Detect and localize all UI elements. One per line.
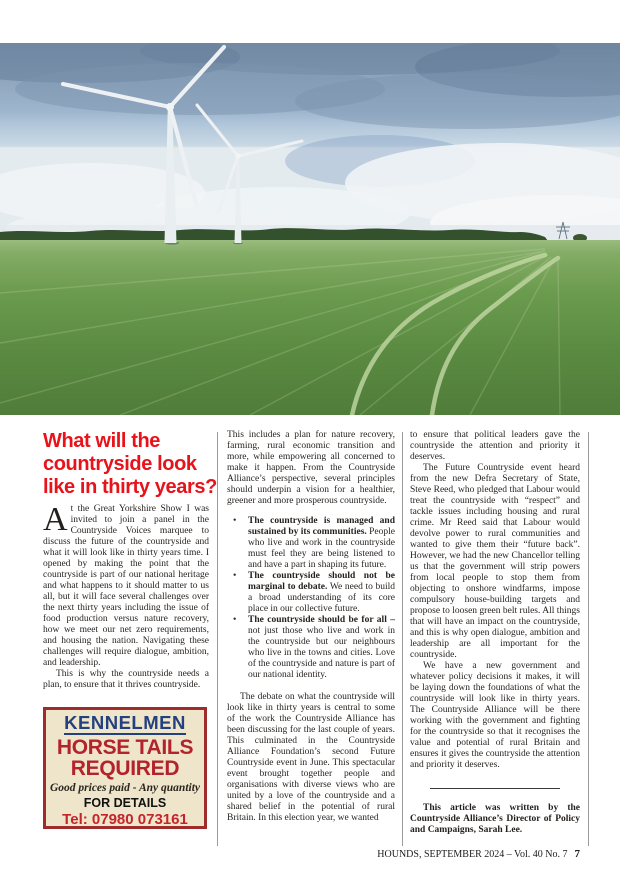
bullet-bold-text: The countryside should be for all –	[248, 615, 395, 625]
bullet-item	[227, 615, 395, 681]
column-divider	[217, 432, 218, 846]
bullet-item	[227, 516, 395, 571]
advert-company-name: KENNELMEN	[64, 712, 186, 733]
article-column-1	[43, 501, 209, 691]
bullet-rest-text: People who live and work in the countryside must feel they are being listened to and have a part in shaping its future.	[248, 527, 395, 570]
sky	[0, 43, 620, 251]
kennelmen-advert	[43, 707, 207, 829]
paragraph-text: t the Great Yorkshire Show I was invited to join a panel in the Countryside Voices marquee to discuss the future of the countryside and what it will look like in thirty years time. I opened by making the point that the countryside is part of our national heritage and what happens to it should matter to us all, but it will face several challenges over the next thirty years including the issue of food production versus nature recovery, how we meet our net zero requirements, and housing the nation. Navigating these challenges will require dialogue, ambition, and leadership.	[43, 504, 209, 668]
bullet-bold-text: The countryside should not be marginal to debate.	[248, 571, 395, 592]
paragraph: This includes a plan for nature recovery, farming, rural economic transition and more, while empowering all concerned to make it happen. From the Countryside Alliance’s perspective, several principles should underpin a vision for a healthier, greener and more prosperous countryside.	[227, 430, 395, 506]
headline-line: What will the	[43, 430, 161, 452]
advert-headline: HORSE TAILS	[56, 736, 194, 759]
column-divider	[402, 432, 403, 846]
paragraph: The Future Countryside event heard from the new Defra Secretary of State, Steve Reed, who pledged that Labour would treat the countryside with “respect” and tackle issues including housing and rural crime. Mr Reed said that Labour would devolve power to rural communities and wanted to give them their “future back”. However, we had the new Chancellor telling us that the government will strip powers from local people to stop them from objecting to onshore windfarms, impose compulsory house-building targets and propose to loosen green belt rules. All things that will have an impact on the countryside, and this is why open dialogue, ambition and leadership are all important for the countryside.	[410, 463, 580, 660]
paragraph: This is why the countryside needs a plan, to ensure that it thrives countryside.	[43, 669, 209, 690]
headline-line: like in thirty years?	[43, 476, 217, 498]
article-column-2	[227, 430, 395, 824]
paragraph: The debate on what the countryside will look like in thirty years is central to some of the work the Countryside Alliance has been discussing for the last couple of years. This culminated in the Countryside Alliance Foundation’s second Future Countryside event in June. This spectacular event brought together people and organisations with diverse views who are united by a love of the countryside and a shared belief in the potential of rural Britain. In this election year, we wanted	[227, 692, 395, 823]
bullet-item	[227, 571, 395, 615]
countryside-photo	[0, 43, 620, 415]
field	[0, 240, 620, 415]
paragraph: to ensure that political leaders gave the countryside the attention and priority it deserves.	[410, 430, 580, 462]
principles-bullet-list	[227, 516, 395, 681]
advert-details-label: FOR DETAILS	[83, 796, 167, 810]
advert-phone-number: Tel: 07980 073161	[62, 811, 188, 828]
bullet-bold-text: The countryside is managed and sustained by its communities.	[248, 516, 395, 537]
journal-issue-line: HOUNDS, SEPTEMBER 2024 – Vol. 40 No. 7	[377, 849, 568, 860]
advert-headline: REQUIRED	[70, 757, 180, 780]
column-divider	[588, 432, 589, 846]
byline-divider	[430, 788, 560, 789]
article-column-3	[410, 430, 580, 836]
drop-cap: A	[43, 501, 68, 538]
article-byline: This article was written by the Countryside Alliance’s Director of Policy and Campaigns, Sarah Lee.	[410, 803, 580, 835]
article-headline	[43, 430, 218, 499]
page-footer	[377, 848, 580, 861]
paragraph: We have a new government and whatever policy decisions it makes, it will be laying down the foundations of what the countryside will look like in thirty years. The Countryside Alliance will be there working with the government and fighting for the countryside so that it recognises the value and potential of rural Britain and ensures it gives the countryside the attention and priority it deserves.	[410, 661, 580, 770]
bullet-rest-text: not just those who live and work in the countryside but our neighbours who live in the towns and cities. Love of the countryside and nature is part of our national identity.	[248, 626, 395, 680]
paragraph	[43, 501, 209, 669]
advert-offer-text: Good prices paid - Any quantity	[49, 782, 201, 794]
page-number: 7	[574, 848, 580, 860]
bullet-rest-text: We need to build a broad understanding of its core place in our collective future.	[248, 582, 395, 614]
headline-line: countryside look	[43, 453, 197, 475]
